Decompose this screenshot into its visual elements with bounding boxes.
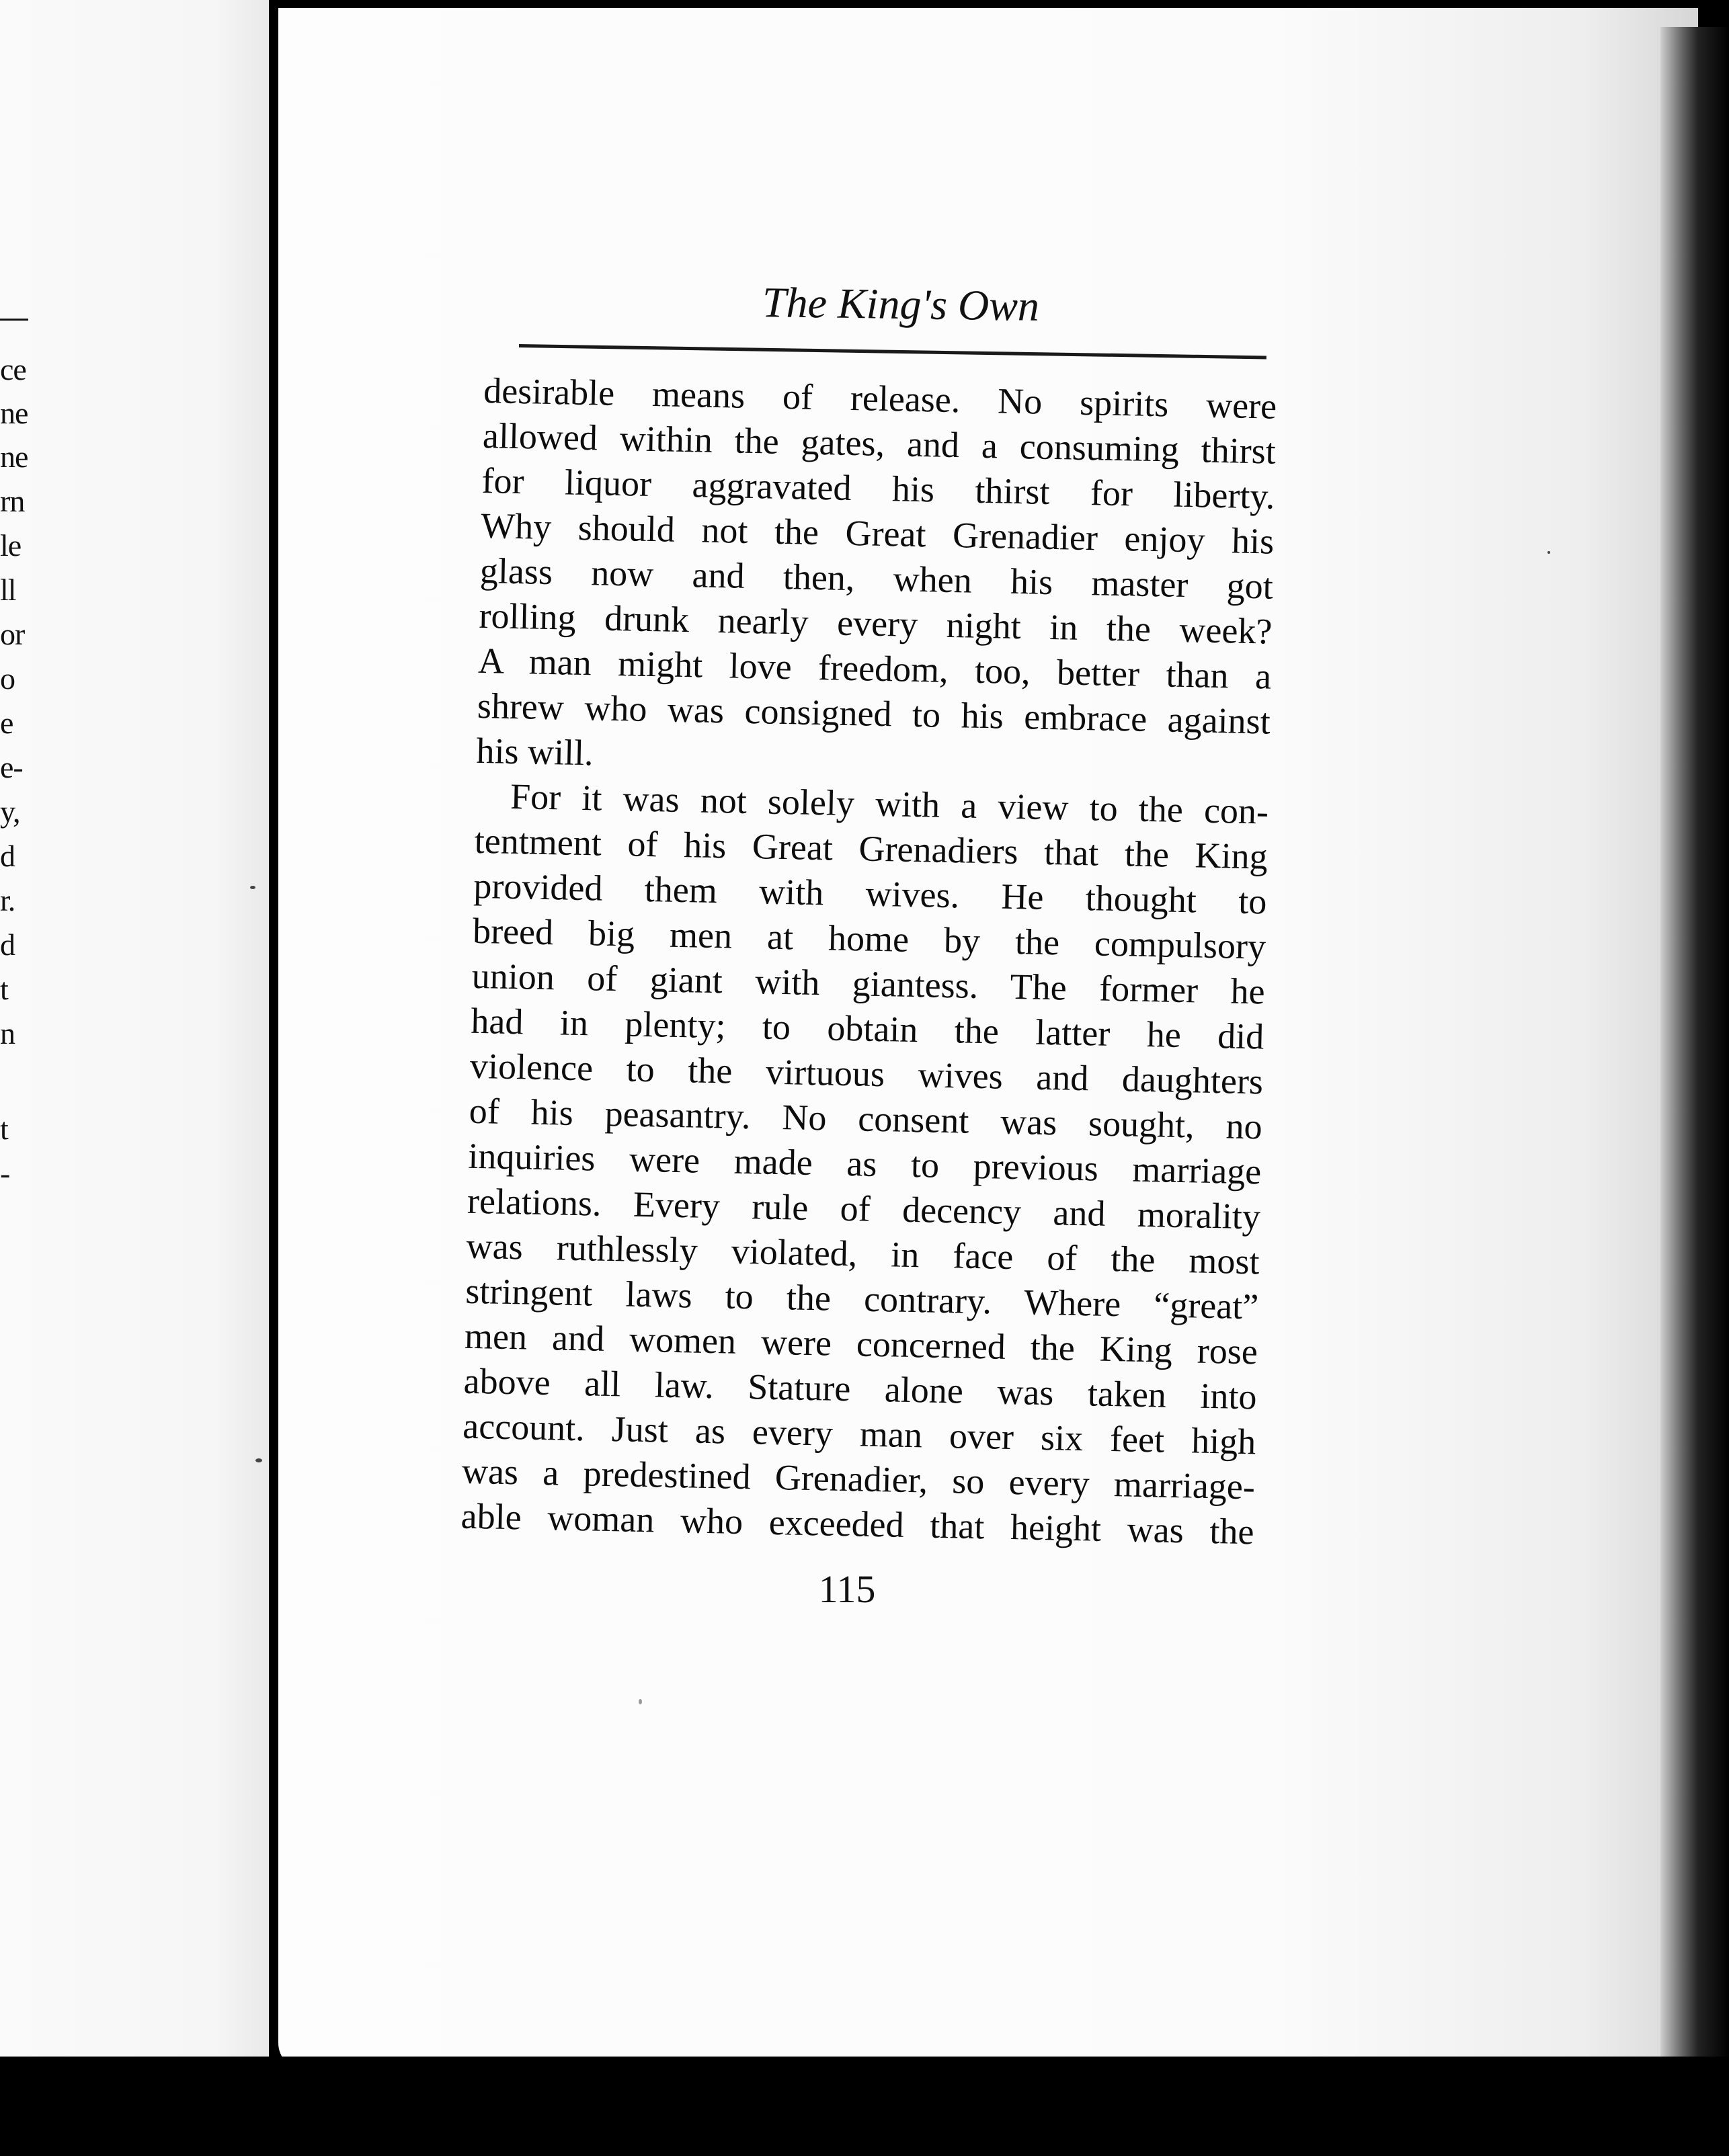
binding-mark [255, 1458, 262, 1462]
running-head: The King's Own [762, 278, 1040, 330]
text-line: glass now and then, when his master got [479, 550, 1274, 607]
text-line: desirable means of release. No spirits were [483, 370, 1277, 427]
text-line: stringent laws to the contrary. Where “great” [465, 1270, 1259, 1327]
text-line: above all law. Stature alone was taken into [463, 1360, 1258, 1417]
text-line: inquiries were made as to previous marriage [467, 1135, 1262, 1192]
text-line: shrew who was consigned to his embrace against [477, 685, 1271, 742]
previous-page-line-fragment: ne [0, 440, 28, 474]
previous-page-header-rule [0, 319, 28, 321]
text-line: account. Just as every man over six feet high [462, 1405, 1256, 1462]
page-number: 115 [818, 1567, 876, 1611]
text-line: provided them with wives. He thought to [473, 865, 1267, 922]
previous-page-line-fragment: t [0, 1112, 8, 1146]
previous-page [0, 0, 269, 2057]
text-line: of his peasantry. No consent was sought, no [469, 1090, 1263, 1147]
previous-page-line-fragment: - [0, 1156, 10, 1190]
text-line: violence to the virtuous wives and daughters [469, 1045, 1264, 1102]
text-line: rolling drunk nearly every night in the week? [479, 595, 1273, 652]
previous-page-line-fragment: t [0, 972, 8, 1006]
text-line: union of giant with giantess. The former he [471, 955, 1266, 1012]
binding-mark [250, 886, 255, 889]
previous-page-line-fragment: or [0, 617, 25, 651]
text-line: A man might love freedom, too, better than a [477, 640, 1272, 697]
text-line: tentment of his Great Grenadiers that the King [474, 820, 1269, 877]
scan-bottom-border [202, 2057, 1729, 2156]
previous-page-line-fragment: d [0, 839, 15, 873]
text-line: was a predestined Grenadier, so every marriage- [461, 1450, 1256, 1507]
text-line: relations. Every rule of decency and morality [467, 1180, 1261, 1237]
previous-page-line-fragment: o [0, 661, 15, 696]
text-line: allowed within the gates, and a consuming thirst [482, 415, 1277, 472]
previous-page-line-fragment: le [0, 528, 22, 563]
previous-page-line-fragment: rn [0, 484, 25, 518]
text-line: his will. [475, 730, 594, 774]
previous-page-line-fragment: e [0, 706, 13, 740]
paragraph-first-line: For it was not solely with a view to the con- [510, 776, 1269, 832]
text-line: breed big men at home by the compulsory [472, 910, 1266, 967]
text-line: had in plenty; to obtain the latter he did [470, 1000, 1264, 1057]
text-line: able woman who exceeded that height was the [460, 1495, 1255, 1552]
previous-page-line-fragment: ll [0, 573, 16, 607]
previous-page-line-fragment: e- [0, 750, 23, 784]
previous-page-line-fragment: d [0, 927, 15, 962]
text-line: Why should not the Great Grenadier enjoy his [480, 505, 1275, 562]
page-block-edge [1660, 27, 1729, 2077]
text-line: for liquor aggravated his thirst for liberty. [481, 460, 1276, 517]
paper-speck [639, 1699, 642, 1704]
body-text [460, 368, 1277, 1554]
previous-page-line-fragment: n [0, 1016, 15, 1050]
text-line: men and women were concerned the King rose [464, 1315, 1258, 1372]
previous-page-line-fragment: r. [0, 883, 15, 917]
text-line: was ruthlessly violated, in face of the most [466, 1225, 1260, 1282]
previous-page-line-fragment: ne [0, 396, 28, 430]
previous-page-line-fragment: y, [0, 794, 20, 829]
previous-page-line-fragment: ce [0, 352, 26, 386]
paper-speck [1547, 551, 1550, 554]
